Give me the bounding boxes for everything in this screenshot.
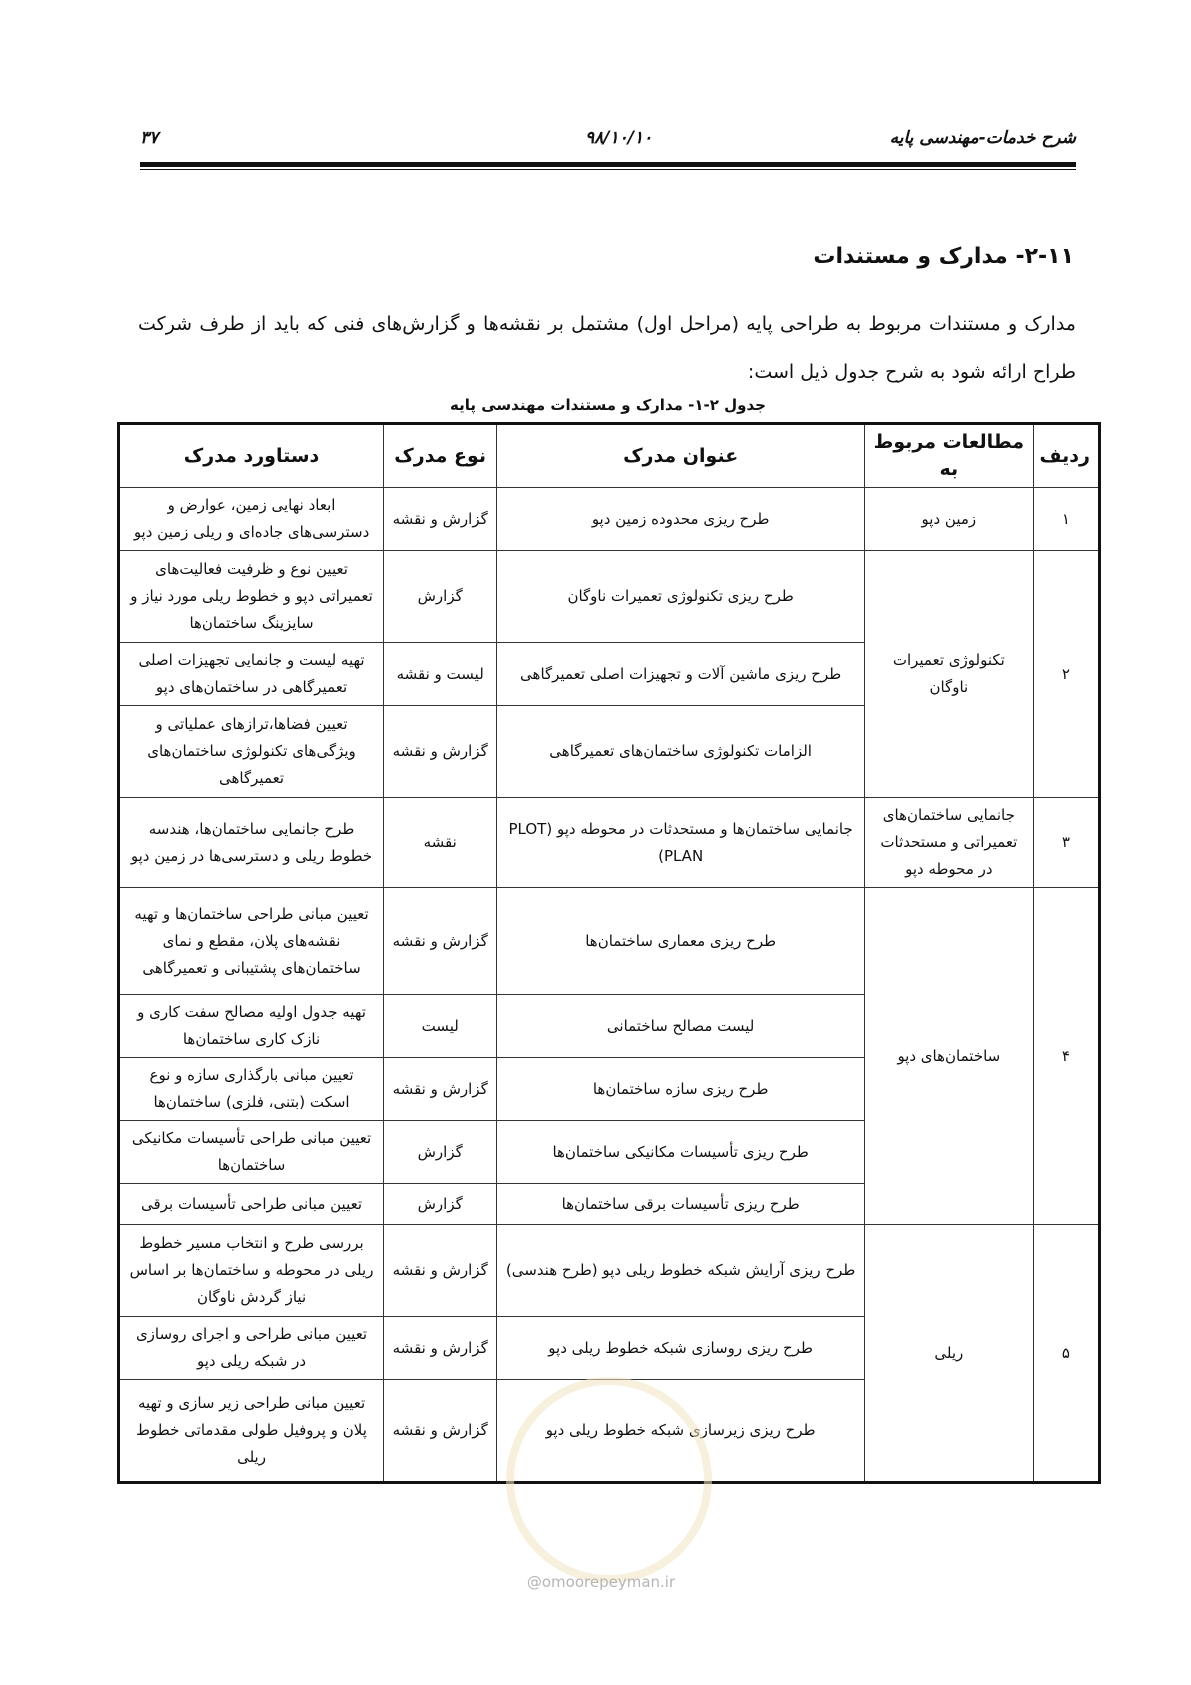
outcome-cell: تعیین مبانی طراحی زیر سازی و تهیه پلان و پروفیل طولی مقدماتی خطوط ریلی <box>119 1380 384 1483</box>
outcome-cell: تهیه لیست و جانمایی تجهیزات اصلی تعمیرگاهی در ساختمان‌های دپو <box>119 643 384 706</box>
header-study: مطالعات مربوط به <box>864 424 1033 488</box>
type-cell: گزارش و نقشه <box>384 1225 497 1317</box>
type-cell: گزارش <box>384 1184 497 1225</box>
table-row <box>119 1225 1100 1317</box>
header-date: ۹۸/۱۰/۱۰ <box>585 128 653 148</box>
header-document-title: عنوان مدرک <box>497 424 865 488</box>
table-row <box>119 488 1100 551</box>
title-cell: طرح ریزی تکنولوژی تعمیرات ناوگان <box>497 551 865 643</box>
outcome-cell: تعیین مبانی طراحی تأسیسات برقی <box>119 1184 384 1225</box>
intro-paragraph: مدارک و مستندات مربوط به طراحی پایه (مراحل اول) مشتمل بر نقشه‌ها و گزارش‌های فنی که باید از طرف شرکت طراح ارائه شود به شرح جدول ذیل است: <box>138 313 1076 383</box>
row-number: ۵ <box>1033 1225 1099 1483</box>
title-cell: جانمایی ساختمان‌ها و مستحدثات در محوطه دپو (PLOT PLAN) <box>497 798 865 888</box>
header-row-number: ردیف <box>1033 424 1099 488</box>
study-cell: زمین دپو <box>864 488 1033 551</box>
type-cell: گزارش <box>384 1121 497 1184</box>
header-rule-thin <box>140 169 1076 170</box>
table-row <box>119 798 1100 888</box>
title-cell: طرح ریزی سازه ساختمان‌ها <box>497 1058 865 1121</box>
type-cell: گزارش و نقشه <box>384 1380 497 1483</box>
page-number: ۳۷ <box>140 128 159 148</box>
title-cell: طرح ریزی تأسیسات مکانیکی ساختمان‌ها <box>497 1121 865 1184</box>
outcome-cell: تعیین فضاها،ترازهای عملیاتی و ویژگی‌های تکنولوژی ساختمان‌های تعمیرگاهی <box>119 706 384 798</box>
study-cell: تکنولوژی تعمیرات ناوگان <box>864 551 1033 798</box>
documents-table <box>117 422 1101 1484</box>
table-header-row <box>119 424 1100 488</box>
row-number: ۴ <box>1033 888 1099 1225</box>
title-cell: طرح ریزی ماشین آلات و تجهیزات اصلی تعمیرگاهی <box>497 643 865 706</box>
type-cell: گزارش و نقشه <box>384 706 497 798</box>
outcome-cell: بررسی طرح و انتخاب مسیر خطوط ریلی در محوطه و ساختمان‌ها بر اساس نیاز گردش ناوگان <box>119 1225 384 1317</box>
title-cell: الزامات تکنولوژی ساختمان‌های تعمیرگاهی <box>497 706 865 798</box>
study-cell: جانمایی ساختمان‌های تعمیراتی و مستحدثات در محوطه دپو <box>864 798 1033 888</box>
watermark-text: @omoorepeyman.ir <box>526 1573 676 1591</box>
type-cell: لیست <box>384 995 497 1058</box>
header-document-type: نوع مدرک <box>384 424 497 488</box>
outcome-cell: ابعاد نهایی زمین، عوارض و دسترسی‌های جاده‌ای و ریلی زمین دپو <box>119 488 384 551</box>
table-row <box>119 888 1100 995</box>
type-cell: گزارش <box>384 551 497 643</box>
table-row <box>119 551 1100 643</box>
watermark-logo <box>506 1377 712 1583</box>
outcome-cell: تعیین مبانی طراحی تأسیسات مکانیکی ساختمان‌ها <box>119 1121 384 1184</box>
type-cell: لیست و نقشه <box>384 643 497 706</box>
row-number: ۱ <box>1033 488 1099 551</box>
header-rule-thick <box>140 162 1076 167</box>
type-cell: نقشه <box>384 798 497 888</box>
title-cell: طرح ریزی زیرسازی شبکه خطوط ریلی دپو <box>497 1380 865 1483</box>
outcome-cell: تعیین مبانی طراحی و اجرای روسازی در شبکه ریلی دپو <box>119 1317 384 1380</box>
row-number: ۲ <box>1033 551 1099 798</box>
study-cell: ساختمان‌های دپو <box>864 888 1033 1225</box>
table-caption: جدول ۲-۱- مدارک و مستندات مهندسی پایه <box>450 396 766 414</box>
type-cell: گزارش و نقشه <box>384 1058 497 1121</box>
title-cell: طرح ریزی روسازی شبکه خطوط ریلی دپو <box>497 1317 865 1380</box>
outcome-cell: تهیه جدول اولیه مصالح سفت کاری و نازک کاری ساختمان‌ها <box>119 995 384 1058</box>
title-cell: طرح ریزی محدوده زمین دپو <box>497 488 865 551</box>
header-document-outcome: دستاورد مدرک <box>119 424 384 488</box>
header-title: شرح خدمات-مهندسی پایه <box>889 128 1076 148</box>
title-cell: لیست مصالح ساختمانی <box>497 995 865 1058</box>
title-cell: طرح ریزی آرایش شبکه خطوط ریلی دپو (طرح هندسی) <box>497 1225 865 1317</box>
type-cell: گزارش و نقشه <box>384 888 497 995</box>
outcome-cell: طرح جانمایی ساختمان‌ها، هندسه خطوط ریلی و دسترسی‌ها در زمین دپو <box>119 798 384 888</box>
section-heading: ۲-۱۱- مدارک و مستندات <box>813 244 1074 269</box>
page-header <box>140 128 1076 156</box>
title-cell: طرح ریزی معماری ساختمان‌ها <box>497 888 865 995</box>
study-cell: ریلی <box>864 1225 1033 1483</box>
outcome-cell: تعیین نوع و ظرفیت فعالیت‌های تعمیراتی دپو و خطوط ریلی مورد نیاز و سایزینگ ساختمان‌ها <box>119 551 384 643</box>
title-cell: طرح ریزی تأسیسات برقی ساختمان‌ها <box>497 1184 865 1225</box>
outcome-cell: تعیین مبانی طراحی ساختمان‌ها و تهیه نقشه‌های پلان، مقطع و نمای ساختمان‌های پشتیبانی و تعمیرگاهی <box>119 888 384 995</box>
row-number: ۳ <box>1033 798 1099 888</box>
type-cell: گزارش و نقشه <box>384 488 497 551</box>
outcome-cell: تعیین مبانی بارگذاری سازه و نوع اسکت (بتنی، فلزی) ساختمان‌ها <box>119 1058 384 1121</box>
type-cell: گزارش و نقشه <box>384 1317 497 1380</box>
